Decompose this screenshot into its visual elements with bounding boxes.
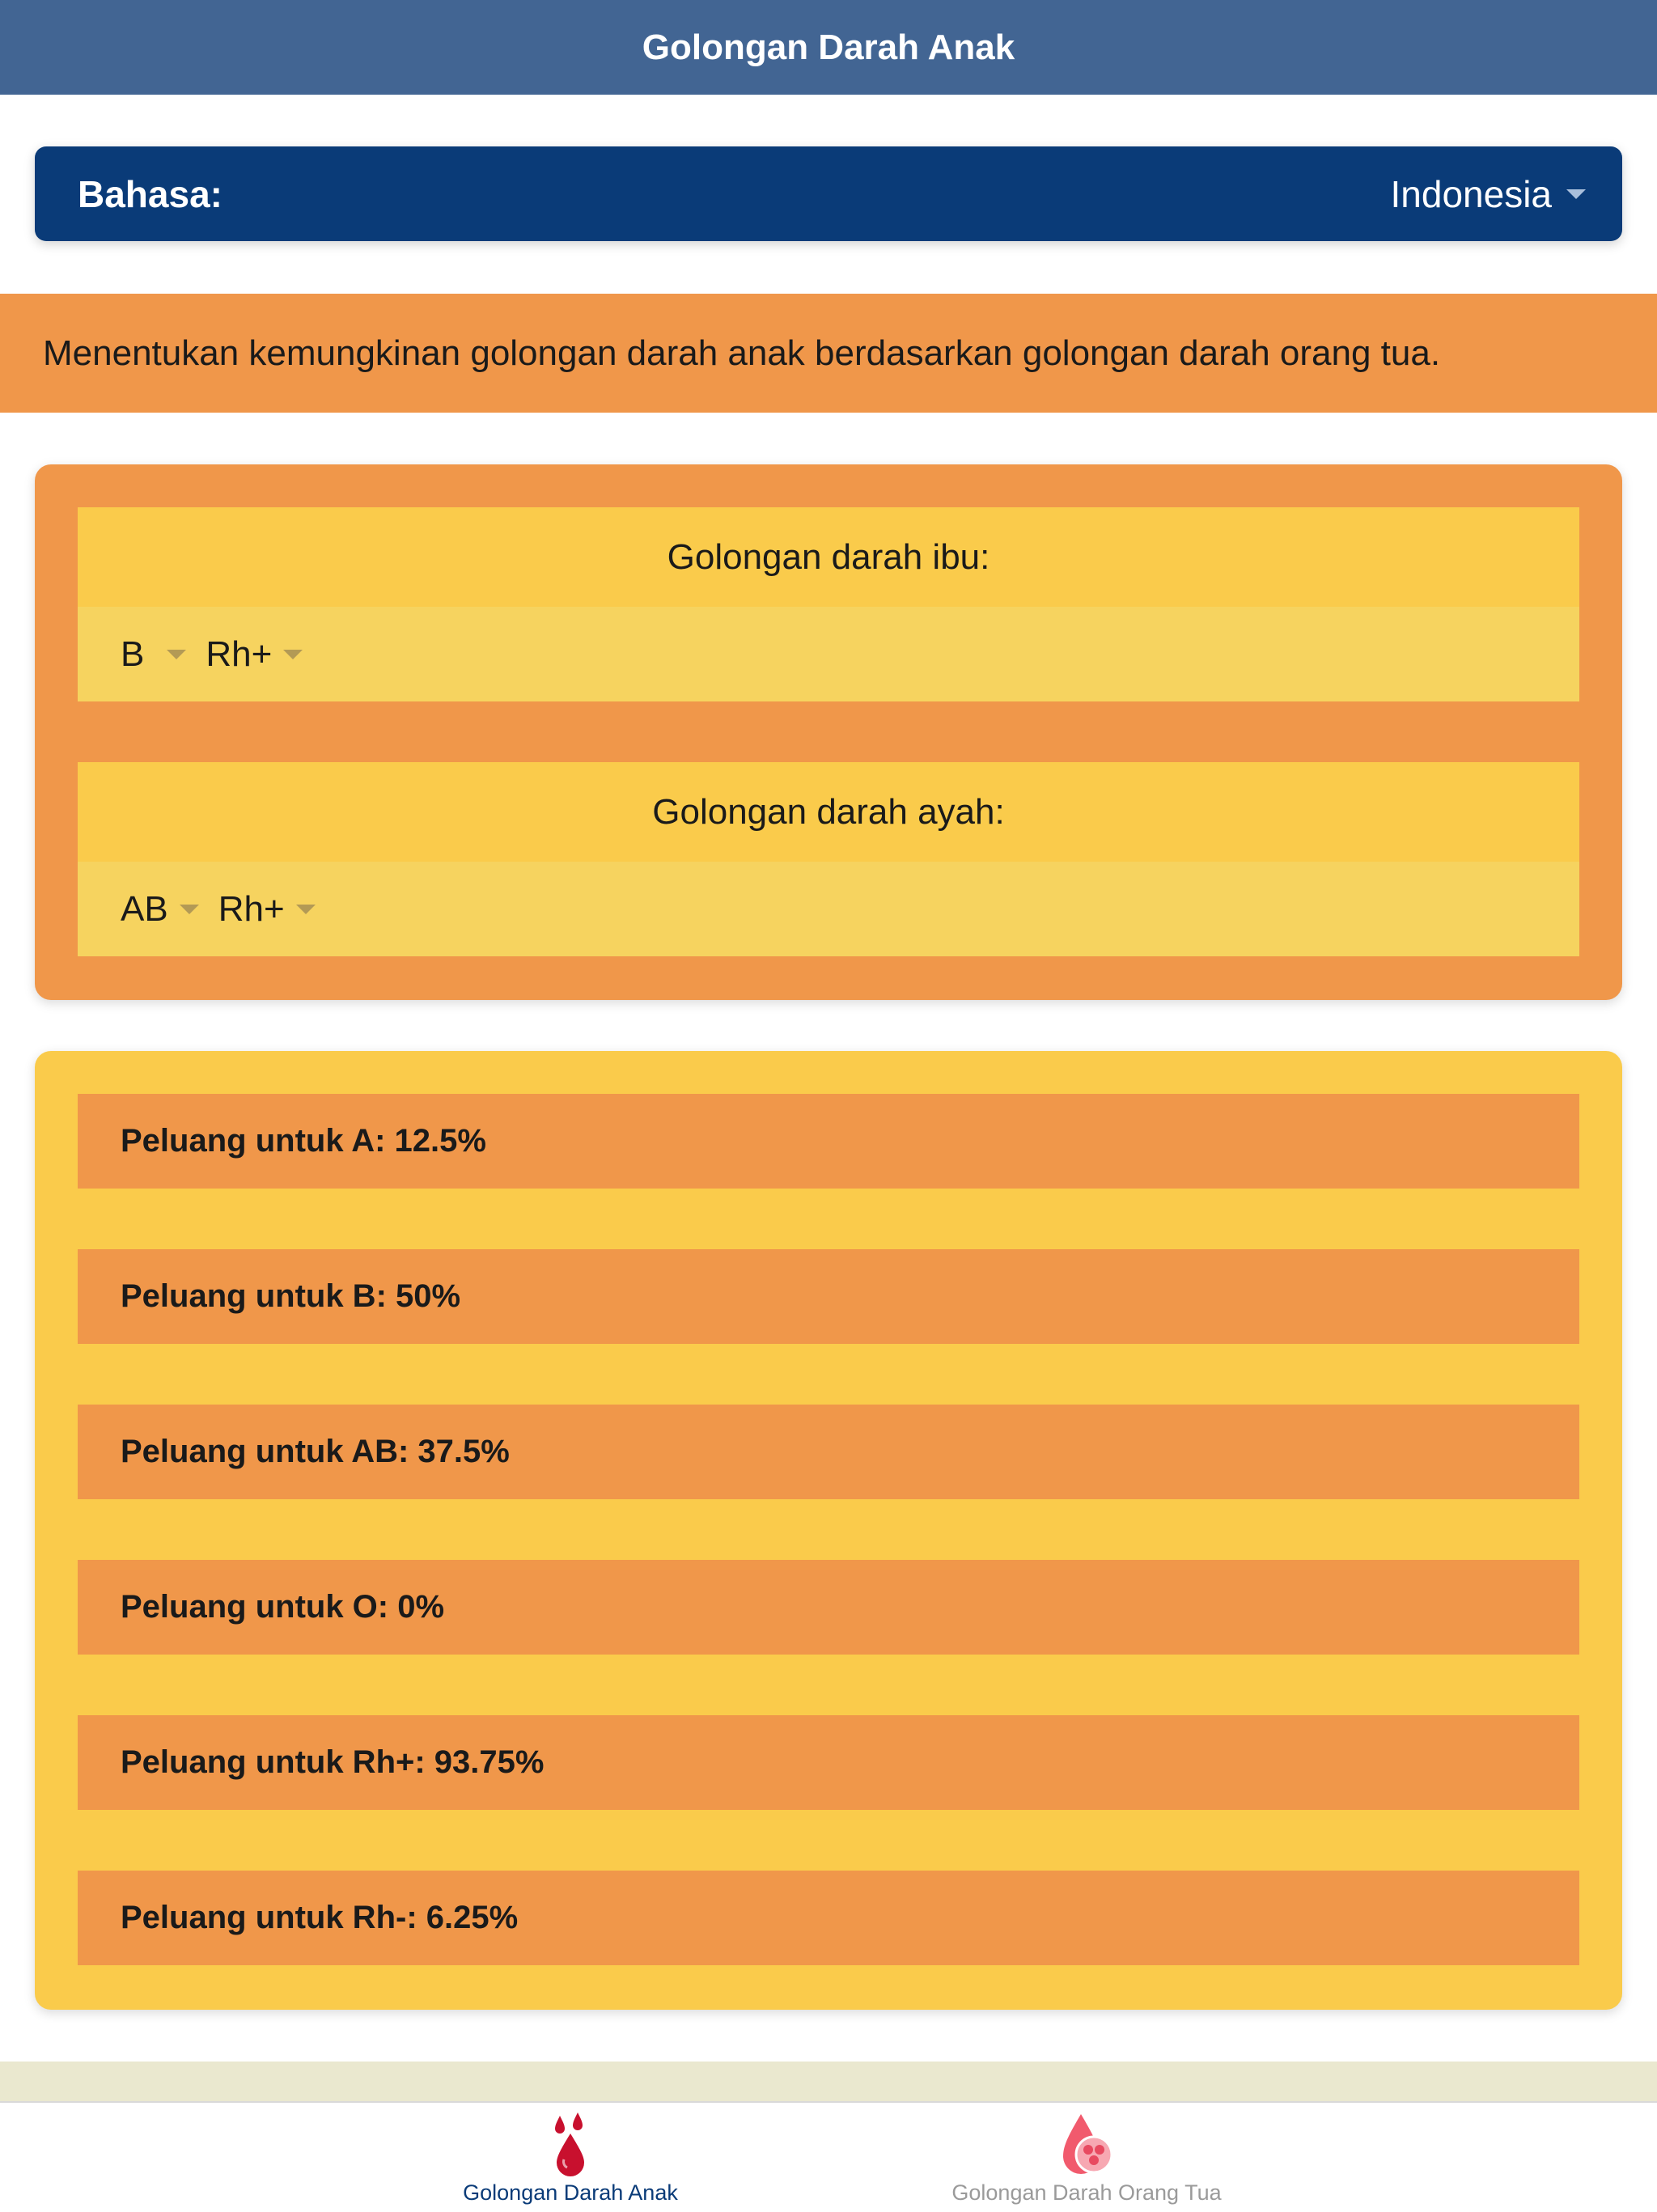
result-row-ab: [78, 1405, 1579, 1499]
result-row-o: [78, 1560, 1579, 1655]
result-text: Peluang untuk O: 0%: [121, 1589, 445, 1625]
page-title: Golongan Darah Anak: [642, 27, 1015, 67]
mother-heading: Golongan darah ibu:: [78, 507, 1579, 607]
tab-bar: [0, 2101, 1657, 2210]
result-text: Peluang untuk A: 12.5%: [121, 1123, 486, 1159]
tab-label: Golongan Darah Orang Tua: [951, 2180, 1222, 2205]
result-row-rh-positive: [78, 1715, 1579, 1810]
father-heading: Golongan darah ayah:: [78, 762, 1579, 862]
result-row-b: [78, 1249, 1579, 1344]
result-row-a: [78, 1094, 1579, 1189]
mother-section: [78, 507, 1579, 701]
father-rh-value: Rh+: [218, 888, 285, 929]
tab-golongan-darah-orang-tua[interactable]: [917, 2103, 1257, 2212]
result-text: Peluang untuk Rh+: 93.75%: [121, 1744, 545, 1780]
father-section: [78, 762, 1579, 956]
language-select[interactable]: [1391, 172, 1587, 216]
result-text: Peluang untuk Rh-: 6.25%: [121, 1900, 519, 1935]
mother-selectors: [78, 607, 1579, 701]
mother-rh-select[interactable]: [206, 634, 303, 675]
mother-abo-value: B: [121, 634, 145, 674]
chevron-down-icon: [1566, 189, 1586, 199]
mother-rh-value: Rh+: [206, 634, 273, 674]
result-text: Peluang untuk AB: 37.5%: [121, 1434, 510, 1469]
description-text: Menentukan kemungkinan golongan darah anak berdasarkan golongan darah orang tua.: [43, 333, 1441, 373]
tab-golongan-darah-anak[interactable]: [400, 2103, 740, 2212]
result-row-rh-negative: [78, 1871, 1579, 1965]
mother-abo-select[interactable]: [121, 634, 186, 675]
father-abo-select[interactable]: [121, 889, 199, 930]
father-abo-value: AB: [121, 888, 168, 929]
language-value: Indonesia: [1390, 172, 1552, 215]
results-card: [35, 1051, 1622, 2010]
result-text: Peluang untuk B: 50%: [121, 1278, 461, 1314]
chevron-down-icon: [180, 905, 199, 914]
chevron-down-icon: [167, 650, 186, 659]
father-selectors: [78, 862, 1579, 956]
language-bar: [35, 146, 1622, 241]
footer-strip: [0, 2062, 1657, 2101]
blood-drops-icon: [542, 2112, 599, 2179]
parents-card: [35, 464, 1622, 1000]
chevron-down-icon: [296, 905, 316, 914]
father-rh-select[interactable]: [218, 889, 316, 930]
description-banner: [0, 294, 1657, 413]
tab-label: Golongan Darah Anak: [463, 2180, 678, 2205]
chevron-down-icon: [283, 650, 303, 659]
blood-cells-icon: [1050, 2112, 1123, 2179]
navigation-bar: [0, 0, 1657, 95]
language-label: Bahasa:: [78, 172, 222, 215]
